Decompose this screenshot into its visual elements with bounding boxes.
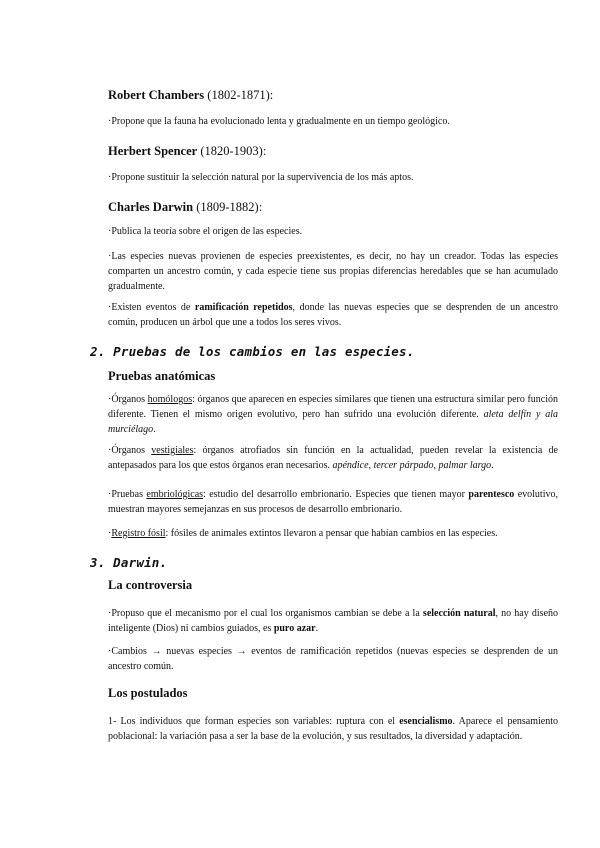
bold-term: selección natural bbox=[422, 608, 496, 619]
text-run: ·Órganos bbox=[108, 445, 152, 456]
text-run: , donde las nuevas especies que se desprenden de un ancestro común, producen un árbol que une a todos los seres vivos. bbox=[108, 302, 558, 328]
text-run: . bbox=[315, 623, 319, 634]
paragraph-homologos bbox=[108, 392, 558, 437]
underlined-term: Registro fósil bbox=[111, 528, 166, 539]
subheading-controversia: La controversia bbox=[108, 578, 193, 592]
bold-term: puro azar bbox=[273, 623, 316, 634]
years-chambers: (1802-1871): bbox=[204, 88, 274, 102]
paragraph-registro-fosil bbox=[108, 526, 558, 541]
underlined-term: embriológicas bbox=[146, 489, 204, 500]
paragraph-embriologicas bbox=[108, 487, 558, 517]
paragraph-controversia-2: ·Cambios → nuevas especies → eventos de ramificación repetidos (nuevas especies se desprenden de un ancestro común. bbox=[108, 646, 558, 672]
section-title-3: 3. Darwin. bbox=[90, 555, 168, 570]
heading-spencer bbox=[108, 144, 558, 159]
paragraph-controversia-1 bbox=[108, 606, 558, 636]
text-run: ·Existen eventos de bbox=[108, 302, 195, 313]
underlined-term: homólogos bbox=[147, 394, 193, 405]
text-run: 1- Los individuos que forman especies son variables: ruptura con el bbox=[108, 716, 400, 727]
bold-term: ramificación repetidos bbox=[194, 302, 293, 313]
name-chambers: Robert Chambers bbox=[108, 88, 205, 102]
paragraph-postulado-1 bbox=[108, 714, 558, 744]
italic-example: aleta delfín y ala murciélago bbox=[108, 409, 558, 435]
paragraph-darwin-1: ·Publica la teoría sobre el origen de las especies. bbox=[108, 226, 303, 237]
section-title-2: 2. Pruebas de los cambios en las especies. bbox=[90, 344, 415, 359]
underlined-term: vestigiales bbox=[151, 445, 194, 456]
bold-term: esencialismo bbox=[399, 716, 453, 727]
paragraph-vestigiales bbox=[108, 443, 558, 473]
name-spencer: Herbert Spencer bbox=[108, 144, 198, 158]
subheading-postulados: Los postulados bbox=[108, 686, 188, 700]
paragraph-chambers: ·Propone que la fauna ha evolucionado lenta y gradualmente en un tiempo geológico. bbox=[108, 116, 450, 127]
text-run: ·Órganos bbox=[108, 394, 148, 405]
paragraph-darwin-3 bbox=[108, 300, 558, 330]
text-run: . bbox=[491, 460, 494, 471]
text-run: : fósiles de animales extintos llevaron a pensar que habían cambios en las especies. bbox=[165, 528, 498, 539]
name-darwin: Charles Darwin bbox=[108, 200, 194, 214]
italic-example: apéndice, tercer párpado, palmar largo bbox=[332, 460, 492, 471]
heading-darwin bbox=[108, 200, 558, 215]
paragraph-spencer: ·Propone sustituir la selección natural por la supervivencia de los más aptos. bbox=[108, 172, 414, 183]
text-run: . Aparece el pensamiento poblacional: la variación pasa a ser la base de la evolución, y sus resultados, la diversidad y adaptación. bbox=[108, 716, 559, 742]
text-run: ·Propuso que el mecanismo por el cual los organismos cambian se debe a la bbox=[108, 608, 423, 619]
text-run: evolutivo, muestran mayores semejanzas en sus procesos de desarrollo embrionario. bbox=[108, 489, 558, 515]
years-spencer: (1820-1903): bbox=[197, 144, 267, 158]
text-run: , no hay diseño inteligente (Dios) ni cambios guiados, es bbox=[108, 608, 559, 634]
text-run: : estudio del desarrollo embrionario. Especies que tienen mayor bbox=[203, 489, 469, 500]
subheading-anatomicas: Pruebas anatómicas bbox=[108, 369, 216, 383]
bold-term: parentesco bbox=[468, 489, 515, 500]
paragraph-darwin-2: ·Las especies nuevas provienen de especies preexistentes, es decir, no hay un creador. Todas las especies comparten un ancestro común, y cada especie tiene sus propias diferencias heredables que se han acumulado gradualmente. bbox=[108, 251, 558, 292]
text-run: · bbox=[108, 528, 112, 539]
text-run: ·Pruebas bbox=[108, 489, 147, 500]
text-run: : órganos que aparecen en especies similares que tienen una estructura similar pero función diferente. Tienen el mismo origen evolutivo, pero han sufrido una evolución diferente. bbox=[108, 394, 559, 420]
text-run: . bbox=[153, 424, 156, 435]
heading-chambers bbox=[108, 88, 558, 103]
text-run: : órganos atrofiados sin función en la actualidad, pueden revelar la existencia de antepasados para los que estos órganos eran necesarios. bbox=[108, 445, 558, 471]
years-darwin: (1809-1882): bbox=[193, 200, 263, 214]
